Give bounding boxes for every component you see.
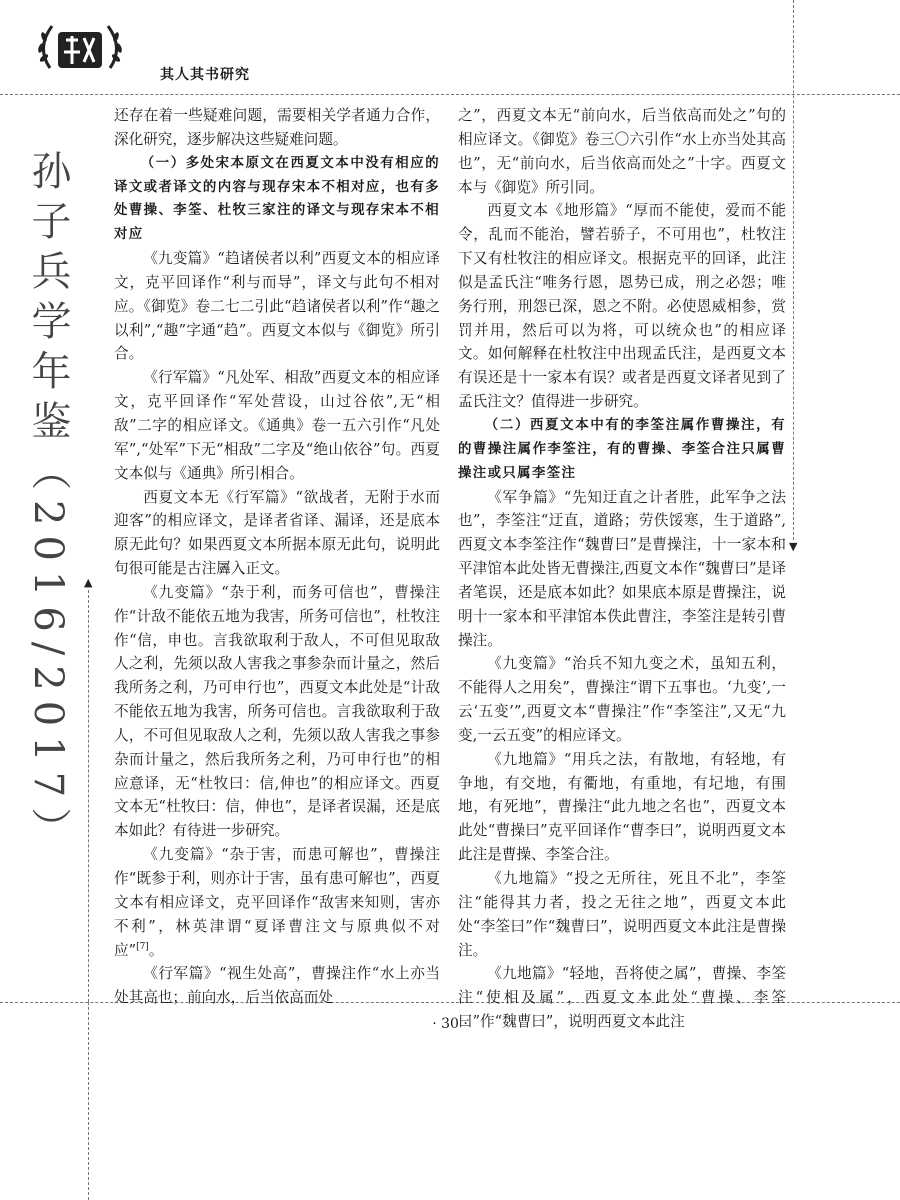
paragraph: 《行军篇》“凡处军、相敌”西夏文本的相应译文，克平回译作“军处营设，山过谷依”,无“相敌”二字的相应译文。《通典》卷一五六引作“凡处军”,“处军”下无“相敌”二字及“绝山依谷”句。西夏文本似与《通典》所引相合。 [114, 369, 440, 482]
page-number: · 30 · [432, 1016, 468, 1032]
paragraph: 《九变篇》“杂于害，而患可解也”，曹操注作“既参于利，则亦计于害，虽有患可解也”，西夏文本有相应译文，克平回译作“敌害来知则，害亦不利”，林英津谓“夏译曹注文与原典似不对应”[7]。 [114, 846, 440, 959]
left-margin-rule [88, 590, 89, 1002]
arrow-down-icon: ▼ [789, 540, 798, 553]
citation-ref: [7] [136, 941, 149, 952]
paragraph: 《九变篇》“治兵不知九变之术，虽知五利，不能得人之用矣”，曹操注“谓下五事也。‘九变’,一云‘五变’”,西夏文本“曹操注”作“李筌注”,又无“九变,一云五变”的相应译文。 [458, 655, 786, 744]
paragraph: 还存在着一些疑难问题，需要相关学者通力合作，深化研究，逐步解决这些疑难问题。 [114, 107, 440, 148]
paragraph: 《军争篇》“先知迂直之计者胜，此军争之法也”，李筌注“迂直，道路；劳佚馁寒，生于道路”,西夏文本李筌注作“魏曹曰”是曹操注，十一家本和平津馆本此处皆无曹操注,西夏文本作“魏曹曰”是译者笔误，还是底本如此？如果底本原是曹操注，说明十一家本和平津馆本佚此曹注，李筌注是转引曹操注。 [458, 488, 786, 649]
section-heading: （一）多处宋本原文在西夏文本中没有相应的译文或者译文的内容与现存宋本不相对应，也有多处曹操、李筌、杜牧三家注的译文与现存宋本不相对应 [114, 154, 440, 243]
right-column [458, 104, 786, 1034]
paragraph: 《九地篇》“用兵之法，有散地，有轻地，有争地，有交地，有衢地，有重地，有圮地，有围地，有死地”，曹操注“此九地之名也”，西夏文本此处“曹操曰”克平回译作“曹李曰”，说明西夏文本此注是曹操、李筌合注。 [458, 750, 786, 864]
paragraph: 西夏文本《地形篇》“厚而不能使，爱而不能令，乱而不能治，譬若骄子，不可用也”，杜牧注下又有杜牧注的相应译文。根据克平的回译，此注似是孟氏注“唯务行恩，恩势已成，刑之必怨；唯务行刑，刑怨已深，恩之不附。必使恩威相参，赏罚并用，然后可以为将，可以统众也”的相应译文。如何解释在杜牧注中出现孟氏注，是西夏文本有误还是十一家本有误？或者是西夏文译者见到了孟氏注文？值得进一步研究。 [458, 202, 786, 411]
paragraph: 《九变篇》“趋诸侯者以利”西夏文本的相应译文，克平回译作“利与而导”，译文与此句不相对应。《御览》卷二七二引此“趋诸侯者以利”作“趣之以利”,“趣”字通“趋”。西夏文本似与《御览》所引合。 [114, 250, 440, 363]
paragraph: 《九变篇》“杂于利，而务可信也”，曹操注作“计敌不能依五地为我害，所务可信也”，杜牧注作“信，申也。言我欲取利于敌人，不可但见取敌人之利，先须以敌人害我之事参杂而计量之，然后我所务之利，乃可申行也”，西夏文本此处是“计敌不能依五地为我害，所务可信也。言我欲取利于敌人，不可但见取敌人之利，先须以敌人害我之事参杂而计量之，然后我所务之利，乃可申行也”的相应意译，无“杜牧曰：信,伸也”的相应译文。西夏文本无“杜牧曰：信，伸也”，是译者误漏，还是底本如此？有待进一步研究。 [114, 583, 440, 840]
journal-title: 孙子兵学年鉴（2016/2017） [25, 150, 71, 858]
section-title: 其人其书研究 [160, 67, 250, 83]
left-column [114, 104, 440, 1010]
paragraph: 之”，西夏文本无“前向水，后当依高而处之”句的相应译文。《御览》卷三〇六引作“水上亦当处其高也”，无“前向水，后当依高而处之”十字。西夏文本与《御览》所引同。 [458, 107, 786, 196]
right-margin-rule [793, 0, 794, 540]
section-heading: （二）西夏文本中有的李筌注属作曹操注，有的曹操注属作李筌注，有的曹操、李筌合注只属曹操注或只属李筌注 [458, 416, 786, 481]
wreath-emblem-icon [30, 18, 130, 76]
paragraph: 《九地篇》“轻地，吾将使之属”，曹操、李筌注“使相及属”，西夏文本此处“曹操、李筌曰”作“魏曹曰”，说明西夏文本此注 [458, 965, 786, 1031]
arrow-up-icon: ▲ [84, 576, 93, 589]
paragraph: 《行军篇》“视生处高”，曹操注作“水上亦当处其高也；前向水，后当依高而处 [114, 965, 440, 1007]
header-rule [0, 94, 900, 95]
paragraph: 西夏文本无《行军篇》“欲战者，无附于水而迎客”的相应译文，是译者省译、漏译，还是底本原无此句？如果西夏文本所据本原无此句，说明此句很可能是古注羼入正文。 [114, 488, 440, 578]
paragraph: 《九地篇》“投之无所往，死且不北”，李筌注“能得其力者，投之无往之地”，西夏文本此处“李筌曰”作“魏曹曰”，说明西夏文本此注是曹操注。 [458, 870, 786, 959]
